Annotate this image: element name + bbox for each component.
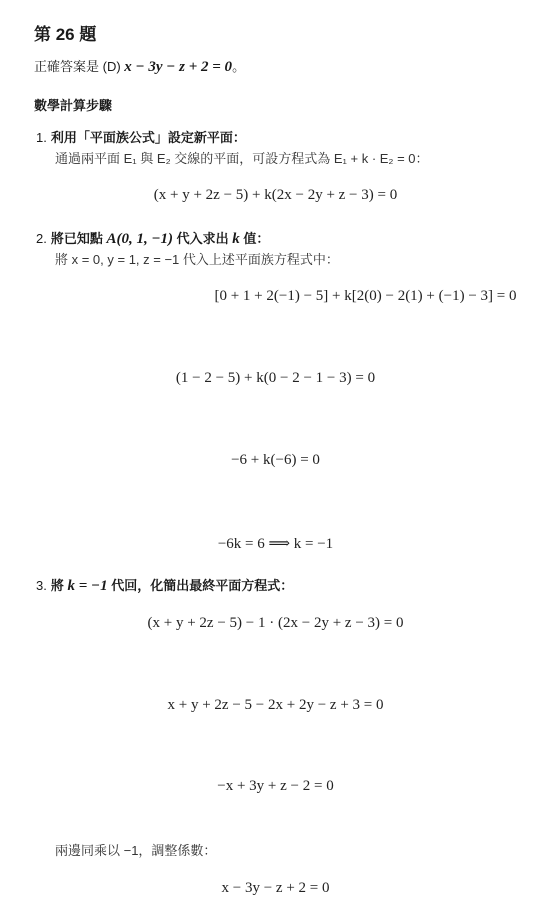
step-number: 1. (36, 130, 47, 145)
step-heading-suffix: 值： (239, 231, 270, 246)
answer-line (34, 56, 245, 76)
step-heading-suffix: 代回，化簡出最終平面方程式： (107, 578, 294, 593)
step-heading-prefix: 將已知點 (50, 231, 107, 246)
step-3-note: 兩邊同乘以 −1，調整係數： (55, 843, 217, 858)
step-3-equation-2: x + y + 2z − 5 − 2x + 2y − z + 3 = 0 (167, 697, 384, 713)
answer-prefix: 正確答案是 (D) (34, 59, 125, 74)
step-3-heading (36, 575, 293, 595)
step-1-heading (36, 127, 246, 146)
step-heading-text: 利用「平面族公式」設定新平面： (50, 130, 246, 145)
k-value-math: k = −1 (67, 578, 108, 594)
answer-equation: x − 3y − z + 2 = 0 (124, 59, 233, 75)
k-variable-math: k (232, 231, 240, 247)
step-3-equation-3: −x + 3y + z − 2 = 0 (217, 778, 334, 794)
step-3-equation-1: (x + y + 2z − 5) − 1 · (2x − 2y + z − 3) = 0 (147, 615, 404, 631)
final-equation: x − 3y − z + 2 = 0 (221, 880, 330, 896)
section-title: 數學計算步驟 (34, 98, 113, 113)
step-1-description: 通過兩平面 E₁ 與 E₂ 交線的平面，可設方程式為 E₁ + k · E₂ = 0： (55, 151, 429, 166)
step-2-description: 將 x = 0, y = 1, z = −1 代入上述平面族方程式中： (55, 252, 339, 267)
step-2-equation-3: −6 + k(−6) = 0 (231, 452, 320, 468)
step-2-heading (36, 228, 269, 248)
step-number: 3. (36, 578, 47, 593)
question-title: 第 26 題 (34, 25, 97, 44)
step-2-equation-2: (1 − 2 − 5) + k(0 − 2 − 1 − 3) = 0 (175, 370, 376, 386)
step-2-equation-1: [0 + 1 + 2(−1) − 5] + k[2(0) − 2(1) + (−1) − 3] = 0 (214, 288, 517, 304)
step-number: 2. (36, 231, 47, 246)
step-1-equation-1: (x + y + 2z − 5) + k(2x − 2y + z − 3) = 0 (153, 187, 398, 203)
answer-suffix: 。 (232, 59, 246, 74)
step-2-equation-4: −6k = 6 ⟹ k = −1 (217, 536, 334, 552)
step-heading-mid: 代入求出 (173, 231, 233, 246)
step-heading-prefix: 將 (50, 578, 68, 593)
point-a-math: A(0, 1, −1) (106, 231, 174, 247)
